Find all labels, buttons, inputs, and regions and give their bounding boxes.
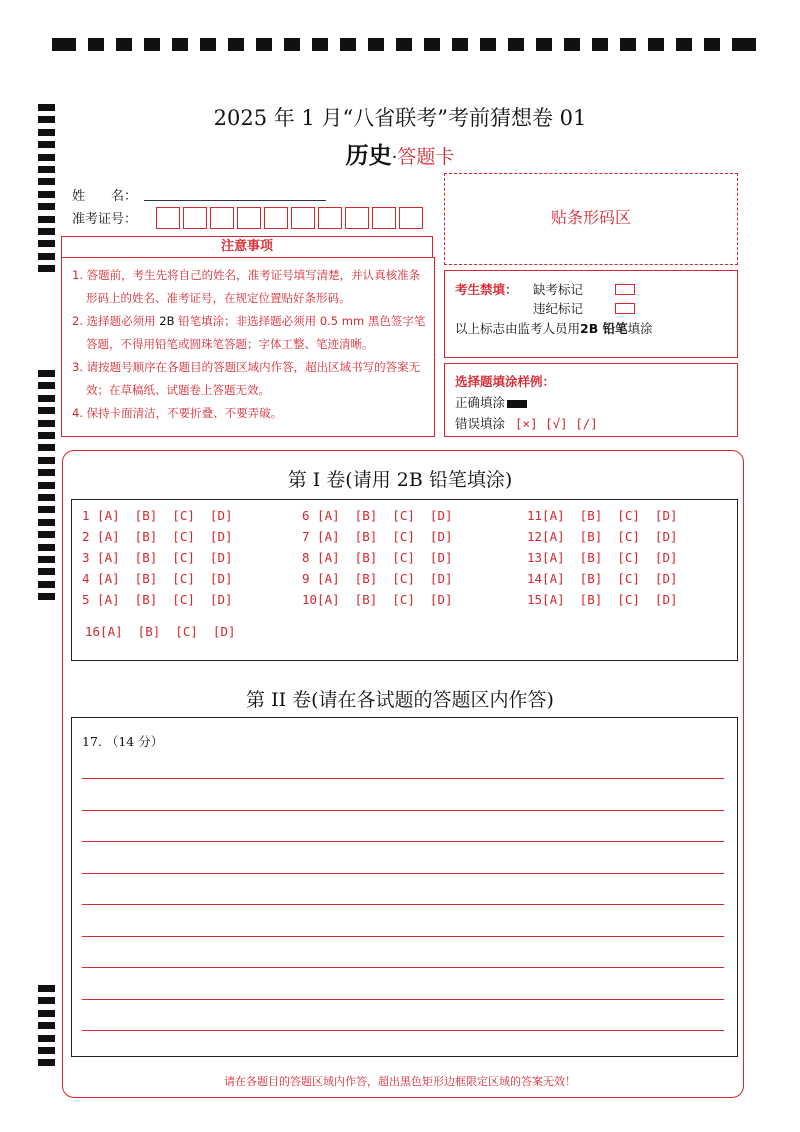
answer-line[interactable] xyxy=(82,810,724,811)
timing-mark xyxy=(452,38,468,51)
mc-question-row[interactable]: 11[A] [B] [C] [D] xyxy=(527,508,678,523)
mc-question-row[interactable]: 7 [A] [B] [C] [D] xyxy=(302,529,453,544)
timing-mark xyxy=(38,104,55,111)
notice-item xyxy=(68,264,428,310)
mc-question-row[interactable]: 13[A] [B] [C] [D] xyxy=(527,550,678,565)
id-digit-box[interactable] xyxy=(156,207,180,229)
wrong-fill-row xyxy=(455,414,598,432)
timing-mark xyxy=(38,444,55,451)
timing-mark xyxy=(172,38,188,51)
timing-mark xyxy=(38,519,55,526)
timing-mark xyxy=(38,1059,55,1066)
answer-line[interactable] xyxy=(82,1030,724,1031)
timing-mark xyxy=(676,38,692,51)
timing-mark xyxy=(38,985,55,992)
notice-list xyxy=(61,257,435,437)
subtitle-separator: · xyxy=(391,147,398,168)
timing-mark xyxy=(52,38,76,51)
id-digit-box[interactable] xyxy=(183,207,207,229)
exam-title: 2025 年 1 月“八省联考”考前猜想卷 01 xyxy=(213,106,587,130)
section-1-title: 第 I 卷(请用 2B 铅笔填涂) xyxy=(287,469,513,491)
answer-line[interactable] xyxy=(82,841,724,842)
mc-question-row[interactable]: 16[A] [B] [C] [D] xyxy=(85,624,236,639)
timing-mark xyxy=(38,203,55,210)
wrong-fill-marks: [×] [√] [/] xyxy=(515,416,598,431)
multiple-choice-area xyxy=(71,499,738,661)
timing-mark xyxy=(704,38,720,51)
timing-mark xyxy=(116,38,132,51)
fill-sample-box xyxy=(444,363,738,437)
mc-question-row[interactable]: 2 [A] [B] [C] [D] xyxy=(82,529,233,544)
timing-mark xyxy=(88,38,104,51)
violation-mark-label: 违纪标记 xyxy=(533,301,584,316)
timing-mark xyxy=(284,38,300,51)
id-number-boxes[interactable] xyxy=(156,207,426,229)
timing-mark xyxy=(424,38,440,51)
timing-mark xyxy=(38,216,55,223)
id-digit-box[interactable] xyxy=(291,207,315,229)
wrong-fill-label: 错误填涂 xyxy=(455,416,506,431)
timing-mark xyxy=(38,116,55,123)
notice-item-number: 2. xyxy=(72,314,87,328)
card-subtitle xyxy=(0,137,800,170)
proctor-note-post: 填涂 xyxy=(627,321,653,336)
section-2-title: 第 II 卷(请在各试题的答题区内作答) xyxy=(246,689,554,711)
timing-mark xyxy=(38,469,55,476)
answer-line[interactable] xyxy=(82,778,724,779)
notice-item xyxy=(68,310,428,356)
filled-mark-sample xyxy=(507,400,527,408)
proctor-note-bold: 2B 铅笔 xyxy=(580,321,628,336)
timing-mark xyxy=(592,38,608,51)
timing-mark xyxy=(564,38,580,51)
timing-mark xyxy=(144,38,160,51)
id-digit-box[interactable] xyxy=(372,207,396,229)
timing-mark xyxy=(200,38,216,51)
mc-question-row[interactable]: 15[A] [B] [C] [D] xyxy=(527,592,678,607)
timing-mark xyxy=(732,38,756,51)
timing-mark xyxy=(620,38,636,51)
subject-name: 历史 xyxy=(345,142,392,169)
name-label: 姓 名： xyxy=(72,189,138,204)
mc-question-row[interactable]: 6 [A] [B] [C] [D] xyxy=(302,508,453,523)
timing-mark xyxy=(648,38,664,51)
id-label: 准考证号： xyxy=(72,212,138,227)
answer-line[interactable] xyxy=(82,967,724,968)
mc-question-row[interactable]: 3 [A] [B] [C] [D] xyxy=(82,550,233,565)
timing-mark xyxy=(38,457,55,464)
timing-mark xyxy=(38,1010,55,1017)
violation-mark-box xyxy=(615,300,635,315)
correct-fill-label: 正确填涂 xyxy=(455,395,506,410)
timing-mark xyxy=(38,191,55,198)
notice-item-number: 4. xyxy=(72,406,87,420)
mc-question-row[interactable]: 1 [A] [B] [C] [D] xyxy=(82,508,233,523)
timing-mark xyxy=(38,997,55,1004)
barcode-area: 贴条形码区 xyxy=(444,173,738,265)
id-digit-box[interactable] xyxy=(237,207,261,229)
timing-mark xyxy=(38,178,55,185)
mc-question-row[interactable]: 8 [A] [B] [C] [D] xyxy=(302,550,453,565)
id-digit-box[interactable] xyxy=(345,207,369,229)
timing-mark xyxy=(38,556,55,563)
footer-warning: 请在各题目的答题区域内作答，超出黑色矩形边框限定区域的答案无效！ xyxy=(224,1075,576,1088)
timing-mark xyxy=(38,228,55,235)
answer-line[interactable] xyxy=(82,999,724,1000)
timing-mark xyxy=(38,166,55,173)
timing-mark xyxy=(396,38,412,51)
timing-mark xyxy=(312,38,328,51)
absent-mark-box xyxy=(615,281,635,296)
proctor-note-pre: 以上标志由监考人员用 xyxy=(455,321,581,336)
timing-mark xyxy=(38,420,55,427)
timing-mark xyxy=(38,1022,55,1029)
timing-mark xyxy=(340,38,356,51)
timing-mark xyxy=(536,38,552,51)
mc-question-row[interactable]: 10[A] [B] [C] [D] xyxy=(302,592,453,607)
notice-item-number: 3. xyxy=(72,360,87,374)
top-timing-marks xyxy=(52,38,756,52)
timing-mark xyxy=(38,506,55,513)
mc-question-row[interactable]: 14[A] [B] [C] [D] xyxy=(527,571,678,586)
answer-line[interactable] xyxy=(82,904,724,905)
timing-mark xyxy=(38,141,55,148)
notice-item-text: 铅笔填涂；非选择题必须用 0.5 mm 黑色签字笔答题，不得用铅笔或圆珠笔答题；字体工整、笔迹清晰。 xyxy=(86,314,426,351)
timing-mark xyxy=(38,581,55,588)
mc-question-row[interactable]: 4 [A] [B] [C] [D] xyxy=(82,571,233,586)
timing-mark xyxy=(38,253,55,260)
notice-item-text: 保持卡面清洁，不要折叠、不要弄破。 xyxy=(86,406,283,420)
notice-item-text: 请按题号顺序在各题目的答题区域内作答，超出区域书写的答案无效；在草稿纸、试题卷上答题无效。 xyxy=(86,360,421,397)
timing-mark xyxy=(38,544,55,551)
mc-question-row[interactable]: 9 [A] [B] [C] [D] xyxy=(302,571,453,586)
timing-mark xyxy=(228,38,244,51)
mc-question-row[interactable]: 12[A] [B] [C] [D] xyxy=(527,529,678,544)
notice-item xyxy=(68,402,428,425)
timing-mark xyxy=(38,370,55,377)
proctor-note xyxy=(455,319,653,337)
notice-heading: 注意事项 xyxy=(61,236,433,258)
timing-mark xyxy=(38,407,55,414)
answer-line[interactable] xyxy=(82,936,724,937)
question-17-label: 17. （14 分） xyxy=(82,734,164,749)
mc-question-row[interactable]: 5 [A] [B] [C] [D] xyxy=(82,592,233,607)
name-field[interactable] xyxy=(144,200,326,201)
timing-mark xyxy=(38,482,55,489)
timing-mark xyxy=(38,240,55,247)
timing-mark xyxy=(508,38,524,51)
timing-mark xyxy=(38,382,55,389)
timing-mark xyxy=(38,1047,55,1054)
correct-fill-row xyxy=(455,393,527,411)
id-digit-box[interactable] xyxy=(210,207,234,229)
timing-mark xyxy=(480,38,496,51)
notice-item xyxy=(68,356,428,402)
forbidden-label: 考生禁填： xyxy=(455,282,518,297)
timing-mark xyxy=(38,432,55,439)
notice-item-emphasis: 2B xyxy=(159,314,175,328)
absent-mark-label: 缺考标记 xyxy=(533,282,584,297)
id-digit-box[interactable] xyxy=(318,207,342,229)
notice-item-number: 1. xyxy=(72,268,87,282)
card-label: 答题卡 xyxy=(397,146,455,168)
proctor-only-box xyxy=(444,270,738,358)
timing-mark xyxy=(256,38,272,51)
timing-mark xyxy=(38,154,55,161)
timing-mark xyxy=(38,531,55,538)
question-17-area xyxy=(71,717,738,1057)
timing-mark xyxy=(38,1035,55,1042)
timing-mark xyxy=(38,265,55,272)
id-digit-box[interactable] xyxy=(399,207,423,229)
id-digit-box[interactable] xyxy=(264,207,288,229)
notice-item-text: 选择题必须用 xyxy=(86,314,160,328)
timing-mark xyxy=(38,129,55,136)
answer-line[interactable] xyxy=(82,873,724,874)
sample-title: 选择题填涂样例： xyxy=(455,374,556,389)
timing-mark xyxy=(38,593,55,600)
timing-mark xyxy=(38,568,55,575)
timing-mark xyxy=(38,395,55,402)
timing-mark xyxy=(368,38,384,51)
notice-item-text: 答题前，考生先将自己的姓名，准考证号填写清楚，并认真核准条形码上的姓名、准考证号，在规定位置贴好条形码。 xyxy=(86,268,421,305)
timing-mark xyxy=(38,494,55,501)
